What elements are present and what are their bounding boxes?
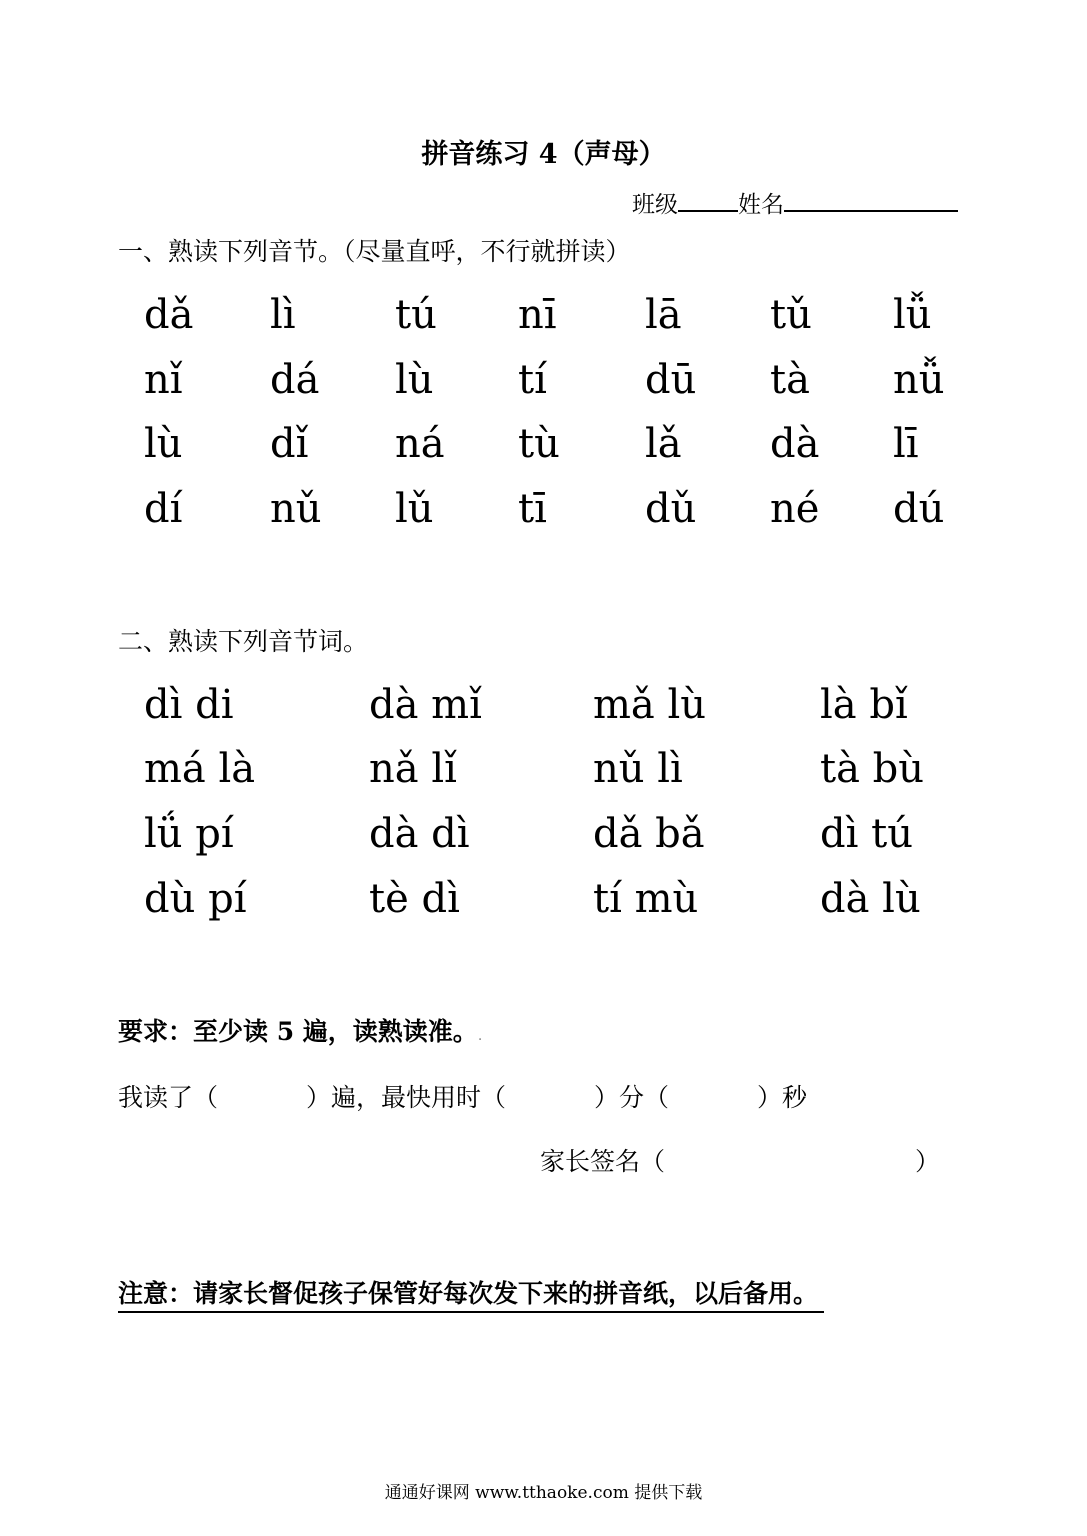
syllable: tī bbox=[518, 486, 547, 532]
pinyin-word: dà lù bbox=[820, 876, 921, 922]
syllable: lì bbox=[270, 292, 296, 338]
pinyin-word: tà bù bbox=[820, 746, 925, 792]
syllable: dǎ bbox=[144, 292, 194, 338]
minutes-label: ）分（ bbox=[594, 1083, 670, 1112]
syllable-row bbox=[0, 421, 1087, 481]
pinyin-word: tí mù bbox=[593, 876, 699, 922]
parent-signature-close: ） bbox=[915, 1147, 941, 1176]
syllable: dà bbox=[770, 421, 820, 467]
pinyin-word: dà dì bbox=[369, 811, 470, 857]
word-row bbox=[0, 811, 1087, 871]
pinyin-word: dù pí bbox=[144, 876, 247, 922]
syllable-row bbox=[0, 292, 1087, 352]
syllable: nǐ bbox=[144, 357, 183, 403]
syllable: tǔ bbox=[770, 292, 812, 338]
parent-signature-line bbox=[540, 1142, 940, 1178]
word-row bbox=[0, 746, 1087, 806]
syllable: ná bbox=[395, 421, 445, 467]
pinyin-word: dì di bbox=[144, 682, 234, 728]
syllable: dū bbox=[645, 357, 697, 403]
syllable-row bbox=[0, 486, 1087, 546]
pinyin-word: mǎ lù bbox=[593, 682, 707, 728]
name-label: 姓名 bbox=[738, 192, 784, 218]
syllable: tù bbox=[518, 421, 560, 467]
pinyin-word: má là bbox=[144, 746, 256, 792]
syllable: lǚ bbox=[893, 292, 932, 338]
pinyin-word: nǔ lì bbox=[593, 746, 683, 792]
footer-credit: 通通好课网 www.tthaoke.com 提供下载 bbox=[384, 1483, 703, 1503]
requirement-text: 要求：至少读 5 遍，读熟读准。 bbox=[118, 1017, 478, 1046]
class-name-line bbox=[632, 186, 958, 219]
pinyin-word: nǎ lǐ bbox=[369, 746, 457, 792]
syllable: tà bbox=[770, 357, 810, 403]
syllable: tí bbox=[518, 357, 547, 403]
syllable: lī bbox=[893, 421, 919, 467]
syllable: tú bbox=[395, 292, 437, 338]
syllable: nǚ bbox=[893, 357, 945, 403]
seconds-label: ）秒 bbox=[757, 1083, 808, 1112]
read-count-label: 我读了（ bbox=[118, 1083, 219, 1112]
requirement-dot: . bbox=[477, 1028, 483, 1044]
syllable-row bbox=[0, 357, 1087, 417]
page-title: 拼音练习 4（声母） bbox=[421, 139, 666, 170]
parent-note: 注意：请家长督促孩子保管好每次发下来的拼音纸，以后备用。 bbox=[118, 1274, 824, 1313]
syllable: nǔ bbox=[270, 486, 322, 532]
syllable: lù bbox=[395, 357, 434, 403]
syllable: dǔ bbox=[645, 486, 697, 532]
class-blank[interactable] bbox=[678, 192, 738, 212]
syllable: dǐ bbox=[270, 421, 309, 467]
word-row bbox=[0, 876, 1087, 936]
pinyin-word: dì tú bbox=[820, 811, 913, 857]
class-label: 班级 bbox=[632, 192, 678, 218]
pinyin-word: tè dì bbox=[369, 876, 460, 922]
syllable: lǎ bbox=[645, 421, 682, 467]
reading-record-line bbox=[118, 1078, 807, 1114]
syllable: né bbox=[770, 486, 820, 532]
reading-requirement bbox=[118, 1012, 482, 1048]
pinyin-word: dǎ bǎ bbox=[593, 811, 705, 857]
word-row bbox=[0, 682, 1087, 742]
syllable: nī bbox=[518, 292, 557, 338]
pinyin-word: dà mǐ bbox=[369, 682, 482, 728]
pinyin-word: lǘ pí bbox=[144, 811, 234, 857]
syllable: dú bbox=[893, 486, 945, 532]
name-blank[interactable] bbox=[784, 192, 958, 212]
parent-signature-label: 家长签名（ bbox=[540, 1147, 666, 1176]
syllable: lù bbox=[144, 421, 183, 467]
section1-heading: 一、熟读下列音节。（尽量直呼，不行就拼读） bbox=[118, 237, 631, 266]
pinyin-word: là bǐ bbox=[820, 682, 908, 728]
syllable: dí bbox=[144, 486, 183, 532]
syllable: dá bbox=[270, 357, 320, 403]
section2-heading: 二、熟读下列音节词。 bbox=[118, 627, 369, 656]
syllable: lǔ bbox=[395, 486, 434, 532]
fastest-time-label: ）遍，最快用时（ bbox=[306, 1083, 507, 1112]
syllable: lā bbox=[645, 292, 682, 338]
